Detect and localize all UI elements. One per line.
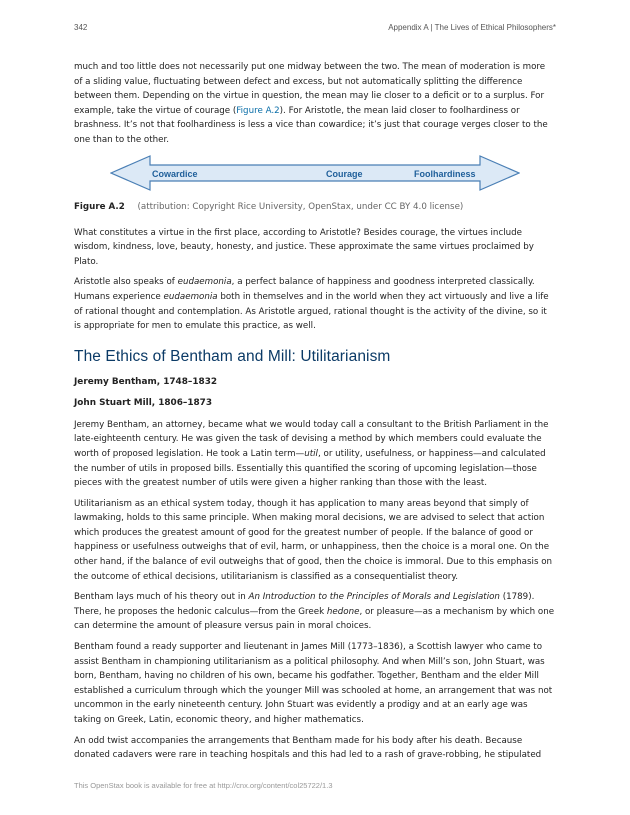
paragraph-odd-twist: An odd twist accompanies the arrangements that Bentham made for his body after his death. Because donated cadavers were rare in teaching hospitals and this had led to a rash of grave-robbing, he stipulated [74,735,542,761]
label-cowardice: Cowardice [152,168,198,179]
paragraph-eudaemonia: Aristotle also speaks of eudaemonia, a perfect balance of happiness and goodness interpreted classically. Humans experience eudaemonia both in themselves and in the world when they act virtuously and live a life of rational thought and contemplation. As Aristotle argued, rational thought is the activity of the divine, so it is appropriate for men to emulate this practice, as well. [74,277,549,332]
figure-caption [74,200,556,214]
page-number: 342 [74,23,88,32]
figure-a2-diagram [74,154,556,198]
page-content [74,60,556,769]
subhead-mill: John Stuart Mill, 1806–1873 [74,397,213,408]
label-foolhardiness: Foolhardiness [414,168,476,179]
paragraph-virtues: What constitutes a virtue in the first place, according to Aristotle? Besides courage, the virtues include wisdom, kindness, love, beauty, honesty, and justice. These approximate the same virtues proclaimed by Plato. [74,227,534,267]
running-head: Appendix A | The Lives of Ethical Philosophers* [388,23,556,32]
paragraph-mean-of-moderation: much and too little does not necessarily put one midway between the two. The mean of moderation is more of a sliding value, fluctuating between defect and excess, but not automatically splitting the difference between them. Depending on the virtue in question, the mean may lie closer to a deficit or to a surplus. For example, take the virtue of courage (Figure A.2). For Aristotle, the mean laid closer to foolhardiness or brashness. It’s not that foolhardiness is less a vice than cowardice; it’s just that courage verges closer to the one than to the other. [74,62,548,145]
caption-attribution: (attribution: Copyright Rice University, OpenStax, under CC BY 4.0 license) [137,201,464,212]
paragraph-james-mill: Bentham found a ready supporter and lieutenant in James Mill (1773–1836), a Scottish lawyer who came to assist Bentham in championing utilitarianism as a political philosophy. And when Mill’s son, John Stuart, was born, Bentham, having no children of his own, became his godfather. Together, Bentham and the elder Mill established a curriculum through which the younger Mill was schooled at home, an arrangement that was not uncommon in the early nineteenth century. John Stuart was evidently a prodigy and at an early age was taking on Greek, Latin, economic theory, and higher mathematics. [74,642,553,725]
paragraph-utilitarianism: Utilitarianism as an ethical system today, though it has application to many areas beyond that simply of lawmaking, holds to this same principle. When making moral decisions, we are advised to select that action which produces the greatest amount of good for the greatest number of people. If the balance of good or happiness or usefulness outweighs that of evil, harm, or unhappiness, then the choice is a moral one. On the other hand, if the balance of evil outweighs that of good, then the choice is immoral. Due to this emphasis on the outcome of ethical decisions, utilitarianism is classified as a consequentialist theory. [74,498,553,582]
footer-note: This OpenStax book is available for free at http://cnx.org/content/col25722/1.3 [74,781,333,790]
paragraph-hedonic-calculus: Bentham lays much of his theory out in An Introduction to the Principles of Morals and Legislation (1789). There, he proposes the hedonic calculus—from the Greek hedone, or pleasure—as a mechanism by which one can determine the amount of pleasure versus pain in moral choices. [74,592,555,632]
caption-label: Figure A.2 [74,201,125,212]
figure-link[interactable]: Figure A.2 [236,105,280,116]
label-courage: Courage [326,168,363,179]
paragraph-bentham-intro: Jeremy Bentham, an attorney, became what we would today call a consultant to the British Parliament in the late-eighteenth century. He was given the task of devising a method by which members could evaluate the worth of proposed legislation. He took a Latin term—util, or utility, usefulness, or happiness—and calculated the number of utils in proposed bills. Essentially this quantified the scoring of upcoming legislation—those pieces with the greatest number of utils were given a higher ranking than those with the least. [74,419,549,489]
subhead-bentham: Jeremy Bentham, 1748–1832 [74,376,218,387]
section-title: The Ethics of Bentham and Mill: Utilitarianism [74,347,391,365]
